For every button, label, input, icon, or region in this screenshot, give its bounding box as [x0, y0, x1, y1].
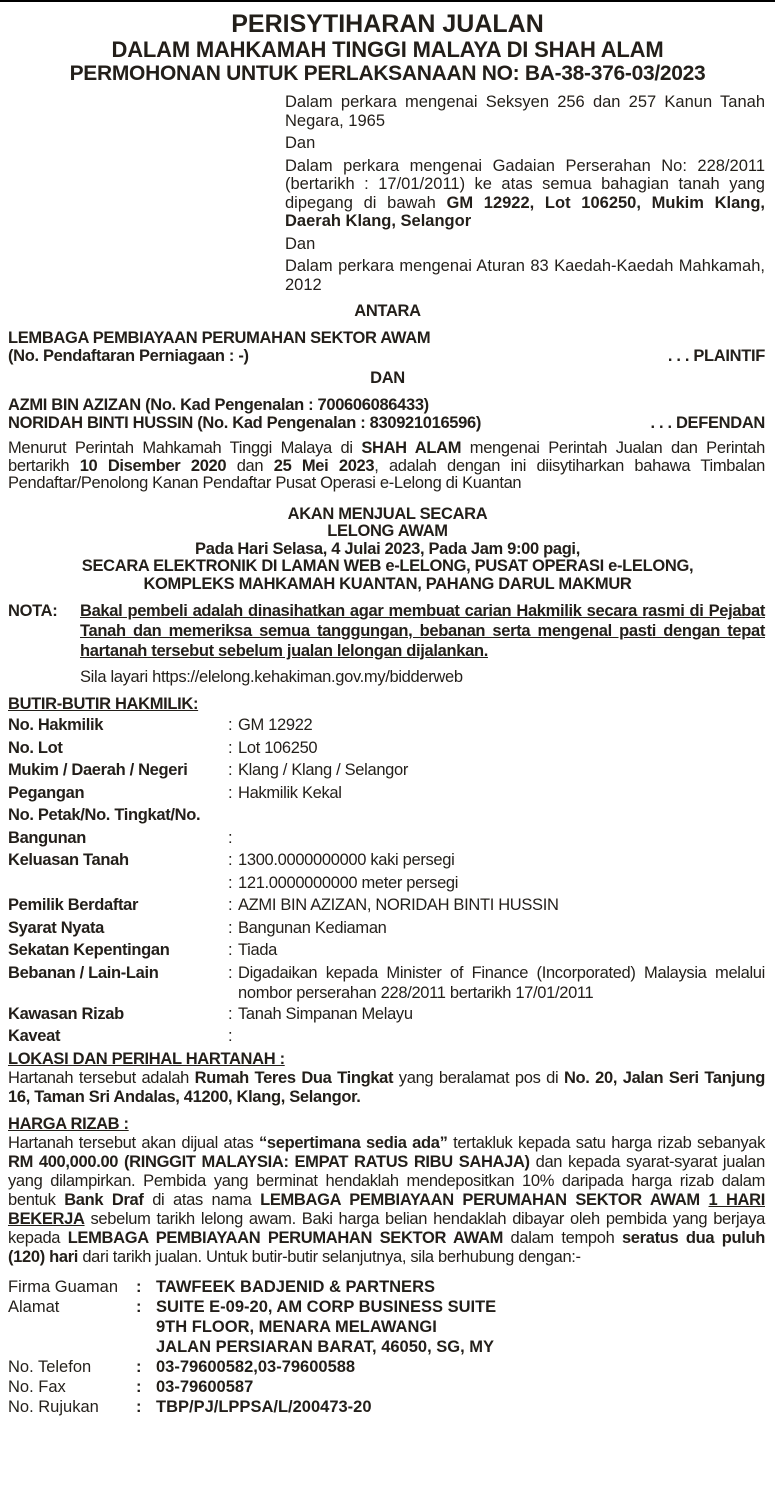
field-label: No. Petak/No. Tingkat/No. Bangunan	[8, 806, 201, 847]
colon-separator: :	[228, 783, 233, 802]
field-value	[238, 804, 765, 849]
field-label: Pegangan	[8, 783, 85, 802]
field-value: JALAN PERSIARAN BARAT, 46050, SG, MY	[156, 1337, 495, 1356]
defendant-1: AZMI BIN AZIZAN (No. Kad Pengenalan : 700606086433)	[8, 396, 429, 414]
reserve-text-3: dan kepada syarat-syarat jualan yang dilampirkan. Pembida yang berminat hendaklah mendepositkan 10% daripada harga rizab dalam bentuk	[8, 1152, 765, 1209]
field-label: Keluasan Tanah	[8, 851, 129, 869]
field-label: Bebanan / Lain-Lain	[8, 963, 159, 982]
contact-row	[8, 1357, 496, 1377]
title-detail-row	[8, 939, 765, 962]
colon-separator: :	[228, 941, 233, 959]
field-value: 1300.0000000000 kaki persegi	[238, 851, 455, 869]
field-value: Tiada	[238, 941, 278, 959]
title-detail-row	[8, 759, 765, 782]
title-detail-row	[8, 849, 765, 872]
field-label: No. Hakmilik	[8, 716, 104, 734]
reserve-price: RM 400,000.00 (RINGGIT MALAYSIA: EMPAT RATUS RIBU SAHAJA)	[8, 1152, 530, 1171]
defendant-block	[8, 396, 765, 432]
colon-separator: :	[228, 761, 233, 779]
title-detail-row	[8, 804, 765, 849]
colon-separator: :	[228, 716, 233, 734]
title-detail-row	[8, 917, 765, 940]
title-detail-row	[8, 1025, 765, 1048]
field-label: Kaveat	[8, 1027, 61, 1045]
reserve-text-8: dari tarikh jualan. Untuk butir-butir selanjutnya, sila berhubung dengan:-	[78, 1247, 581, 1266]
auction-datetime: Pada Hari Selasa, 4 Julai 2023, Pada Jam 9:00 pagi,	[195, 539, 580, 558]
plaintiff-block	[8, 329, 765, 365]
court-order-paragraph	[8, 440, 765, 493]
field-label: No. Telefon	[8, 1357, 92, 1376]
location-text-2: yang beralamat pos di	[393, 1068, 564, 1087]
order-location: SHAH ALAM	[361, 439, 462, 457]
colon-separator: :	[228, 828, 233, 847]
field-label	[8, 872, 228, 895]
field-value: Bangunan Kediaman	[238, 918, 387, 937]
balance-payee: LEMBAGA PEMBIAYAAN PERUMAHAN SEKTOR AWAM	[67, 1228, 504, 1247]
field-value: Lot 106250	[238, 738, 318, 757]
reserve-condition: “sepertimana sedia ada”	[258, 1133, 448, 1152]
field-label: Mukim / Daerah / Negeri	[8, 761, 188, 779]
order-text-3: dan	[226, 456, 274, 475]
title-detail-row	[8, 737, 765, 760]
dan-label: DAN	[370, 369, 405, 387]
preamble-clause-1: Dalam perkara mengenai Seksyen 256 dan 257 Kanun Tanah Negara, 1965	[285, 93, 765, 130]
field-label	[8, 1317, 136, 1337]
field-value: TBP/PJ/LPPSA/L/200473-20	[156, 1397, 372, 1416]
field-value	[238, 1025, 765, 1048]
field-value: GM 12922	[238, 716, 313, 734]
colon-separator: :	[228, 963, 233, 982]
colon-separator: :	[136, 1277, 142, 1296]
title-detail-row	[8, 782, 765, 805]
nota-text: Bakal pembeli adalah dinasihatkan agar membuat carian Hakmilik secara rasmi di Pejabat Tanah dan memeriksa semua tanggungan, bebanan serta mengenal pasti dengan tepat hartanah tersebut sebelum jualan lelongan dijalankan.	[80, 602, 765, 660]
reserve-price-heading: HARGA RIZAB :	[8, 1114, 129, 1133]
field-label: Alamat	[8, 1297, 60, 1316]
preamble-dan-1: Dan	[285, 134, 316, 152]
auction-announcement	[0, 506, 775, 594]
field-value: 03-79600587	[156, 1377, 254, 1396]
field-label: No. Rujukan	[8, 1397, 99, 1416]
colon-separator: :	[228, 896, 233, 914]
colon-separator: :	[228, 1004, 233, 1023]
order-date-1: 10 Disember 2020	[79, 456, 227, 475]
field-value: 9TH FLOOR, MENARA MELAWANGI	[156, 1317, 437, 1336]
title-detail-row	[8, 962, 765, 1003]
notice-title: PERISYTIHARAN JUALAN	[231, 10, 544, 38]
antara-label: ANTARA	[354, 302, 421, 320]
deposit-deadline: 1 HARI BEKERJA	[8, 1190, 765, 1228]
title-details-heading: BUTIR-BUTIR HAKMILIK:	[8, 695, 199, 713]
contact-row	[8, 1397, 496, 1417]
field-value: Digadaikan kepada Minister of Finance (Incorporated) Malaysia melalui nombor perserahan 228/2011 bertarikh 17/01/2011	[238, 963, 765, 1002]
plaintiff-name: LEMBAGA PEMBIAYAAN PERUMAHAN SEKTOR AWAM	[8, 329, 431, 347]
field-value: Tanah Simpanan Melayu	[238, 1004, 413, 1023]
field-value: TAWFEEK BADJENID & PARTNERS	[156, 1277, 435, 1296]
contact-row	[8, 1297, 496, 1317]
field-label	[8, 1337, 136, 1357]
auction-venue-1: SECARA ELEKTRONIK DI LAMAN WEB e-LELONG, PUSAT OPERASI e-LELONG,	[81, 557, 694, 575]
colon-separator: :	[136, 1397, 142, 1416]
colon-separator	[136, 1317, 156, 1337]
preamble-clause-2-property: GM 12922, Lot 106250, Mukim Klang, Daerah Klang, Selangor	[285, 193, 766, 230]
court-name: DALAM MAHKAMAH TINGGI MALAYA DI SHAH ALAM	[111, 37, 664, 62]
defendant-role: . . . DEFENDAN	[650, 414, 765, 432]
colon-separator: :	[228, 873, 233, 892]
order-text-2: mengenai Perintah Jualan dan Perintah bertarikh	[8, 439, 765, 475]
bidder-url[interactable]: Sila layari https://elelong.kehakiman.gov.my/bidderweb	[80, 668, 463, 686]
field-label: No. Lot	[8, 738, 63, 757]
colon-separator: :	[136, 1357, 142, 1376]
field-label: Sekatan Kepentingan	[8, 941, 170, 959]
field-value: 03-79600582,03-79600588	[156, 1357, 356, 1376]
reserve-text-5	[700, 1191, 709, 1209]
property-type: Rumah Teres Dua Tingkat	[194, 1068, 394, 1087]
nota-label: NOTA:	[8, 602, 58, 620]
auction-line-1: AKAN MENJUAL SECARA	[287, 504, 488, 523]
title-detail-row	[8, 714, 765, 737]
reserve-text-7: dalam tempoh	[503, 1228, 622, 1247]
reserve-text-1: Hartanah tersebut akan dijual atas	[8, 1133, 259, 1152]
colon-separator	[136, 1337, 156, 1357]
colon-separator: :	[228, 918, 233, 937]
location-heading: LOKASI DAN PERIHAL HARTANAH :	[8, 1049, 285, 1068]
reserve-price-paragraph	[8, 1134, 765, 1267]
colon-separator: :	[136, 1377, 142, 1396]
deposit-method: Bank Draf	[64, 1190, 144, 1209]
title-detail-row	[8, 872, 765, 895]
title-detail-row	[8, 894, 765, 917]
colon-separator: :	[228, 851, 233, 869]
contact-row	[8, 1277, 496, 1297]
field-label: Kawasan Rizab	[8, 1004, 124, 1023]
contact-row	[8, 1317, 496, 1337]
contact-row	[8, 1337, 496, 1357]
plaintiff-role: . . . PLAINTIF	[667, 347, 765, 365]
case-number: PERMOHONAN UNTUK PERLAKSANAAN NO: BA-38-376-03/2023	[69, 62, 706, 85]
balance-period: seratus dua puluh (120) hari	[8, 1228, 765, 1266]
defendant-2: NORIDAH BINTI HUSSIN (No. Kad Pengenalan : 830921016596)	[8, 414, 481, 432]
field-label: Pemilik Berdaftar	[8, 896, 139, 914]
preamble	[285, 93, 765, 294]
order-date-2: 25 Mei 2023	[273, 456, 375, 475]
auction-venue-2: KOMPLEKS MAHKAMAH KUANTAN, PAHANG DARUL MAKMUR	[143, 574, 632, 593]
field-label: No. Fax	[8, 1377, 66, 1396]
contact-table	[8, 1277, 496, 1417]
field-label: Syarat Nyata	[8, 918, 105, 937]
field-value: SUITE E-09-20, AM CORP BUSINESS SUITE	[156, 1297, 497, 1316]
location-text-1: Hartanah tersebut adalah	[8, 1068, 195, 1087]
preamble-dan-2: Dan	[285, 234, 316, 253]
field-value: Hakmilik Kekal	[238, 783, 342, 802]
reserve-text-4: di atas nama	[143, 1190, 261, 1209]
sale-notice	[0, 10, 775, 1417]
reserve-text-2: tertakluk kepada satu harga rizab sebanyak	[447, 1133, 766, 1152]
auction-line-2: LELONG AWAM	[327, 522, 448, 540]
deposit-payee: LEMBAGA PEMBIAYAAN PERUMAHAN SEKTOR AWAM	[260, 1190, 700, 1209]
field-value: 121.0000000000 meter persegi	[238, 873, 459, 892]
colon-separator: :	[228, 1027, 233, 1045]
contact-row	[8, 1377, 496, 1397]
field-value: AZMI BIN AZIZAN, NORIDAH BINTI HUSSIN	[238, 896, 559, 914]
plaintiff-registration: (No. Pendaftaran Perniagaan : -)	[8, 347, 249, 365]
order-text-1: Menurut Perintah Mahkamah Tinggi Malaya di	[8, 439, 362, 457]
title-detail-row	[8, 1003, 765, 1026]
location-paragraph	[8, 1069, 765, 1107]
colon-separator: :	[228, 738, 233, 757]
field-label: Firma Guaman	[8, 1277, 119, 1296]
reserve-text-6: sebelum tarikh lelong awam. Baki harga belian hendaklah dibayar oleh pembida yang berjaya kepada	[8, 1209, 765, 1247]
nota-block	[8, 601, 765, 661]
field-value: Klang / Klang / Selangor	[238, 761, 409, 779]
preamble-clause-2-text: Dalam perkara mengenai Gadaian Perserahan No: 228/2011 (bertarikh : 17/01/2011) ke atas semua bahagian tanah yang dipegang di bawah	[285, 156, 765, 212]
colon-separator: :	[136, 1297, 142, 1316]
title-details-table	[8, 714, 765, 1048]
property-address: No. 20, Jalan Seri Tanjung 16, Taman Sri Andalas, 41200, Klang, Selangor.	[8, 1068, 765, 1106]
preamble-clause-2	[285, 157, 765, 231]
preamble-clause-3: Dalam perkara mengenai Aturan 83 Kaedah-Kaedah Mahkamah, 2012	[285, 257, 765, 294]
order-text-4: , adalah dengan ini diisytiharkan bahawa Timbalan Pendaftar/Penolong Kanan Pendaftar Pusat Operasi e-Lelong di Kuantan	[8, 456, 765, 492]
